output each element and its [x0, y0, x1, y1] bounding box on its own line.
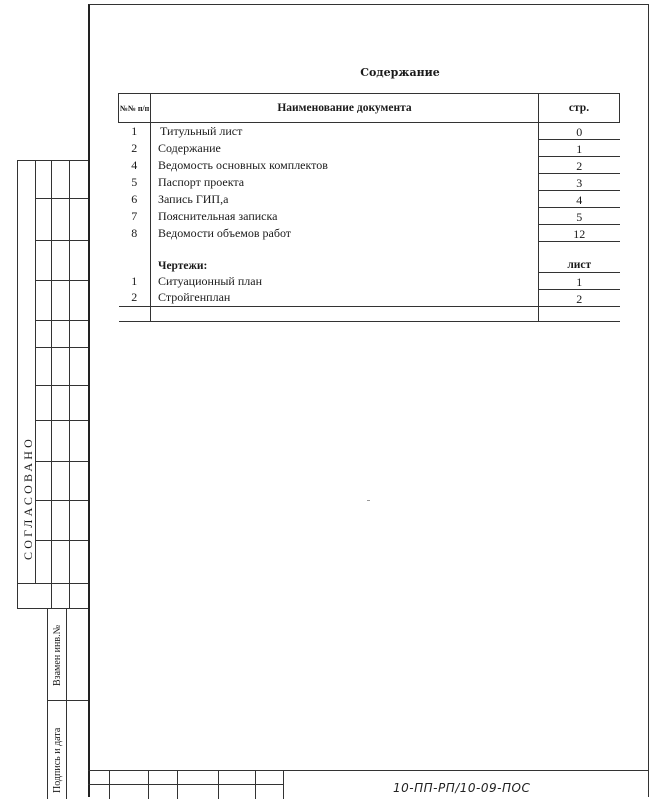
- page-title: Содержание: [360, 66, 440, 79]
- table-row: 6 Запись ГИП,а 4: [119, 191, 620, 208]
- header-name: Наименование документа: [151, 94, 539, 123]
- header-page: стр.: [539, 94, 620, 123]
- table-row: 4 Ведомость основных комплектов 2: [119, 157, 620, 174]
- table-row: 2 Содержание 1: [119, 140, 620, 157]
- drawings-title: Чертежи:: [151, 250, 539, 273]
- table-row: 1 Ситуационный план 1: [119, 273, 620, 290]
- table-row: 1 Титульный лист 0: [119, 123, 620, 140]
- document-code: 10-ПП-РП/10-09-ПОС: [393, 781, 531, 795]
- title-block: [88, 770, 649, 799]
- table-header: [119, 94, 620, 123]
- table-spacer: [119, 242, 620, 251]
- agreed-label: СОГЛАСОВАНО: [21, 435, 35, 560]
- approval-stamp: [0, 0, 88, 799]
- table-empty-row: [119, 307, 620, 322]
- table-row: 5 Паспорт проекта 3: [119, 174, 620, 191]
- table-row: 2 Стройгенплан 2: [119, 290, 620, 307]
- table-row: 8 Ведомости объемов работ 12: [119, 225, 620, 242]
- drawings-page-label: лист: [539, 250, 620, 273]
- sign-date-label: Подпись и дата: [52, 727, 63, 793]
- drawings-section-header: [119, 250, 620, 273]
- scan-speck: [367, 500, 370, 501]
- contents-table: [118, 93, 620, 322]
- header-num: №№ п/п: [119, 94, 151, 123]
- replace-inventory-label: Взамен инв.№: [52, 624, 63, 686]
- table-row: 7 Пояснительная записка 5: [119, 208, 620, 225]
